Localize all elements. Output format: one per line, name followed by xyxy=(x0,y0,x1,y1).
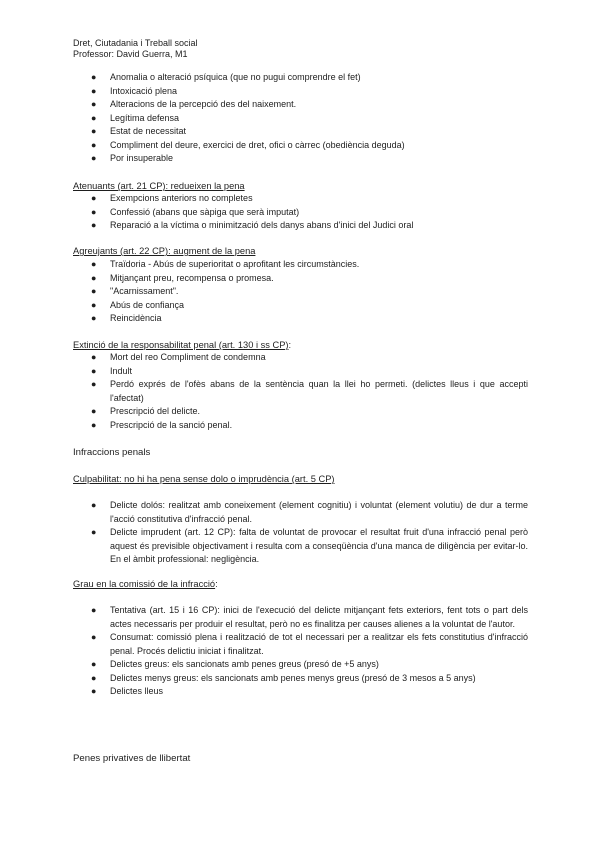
bullet-icon: ● xyxy=(91,99,97,109)
list-item: ● Intoxicació plena xyxy=(0,85,600,99)
bullet-icon: ● xyxy=(91,126,97,136)
list-item: ● Delictes lleus xyxy=(0,685,600,699)
list-item: ● Alteracions de la percepció des del naixement. xyxy=(0,98,600,112)
bullet-icon: ● xyxy=(91,672,97,683)
bullet-icon: ● xyxy=(91,313,97,323)
agreujants-heading: Agreujants (art. 22 CP): augment de la pena xyxy=(73,246,256,256)
list-item: ● Estat de necessitat xyxy=(0,125,600,139)
list-item: ● Prescripció de la sanció penal. xyxy=(0,419,600,433)
atenuants-list xyxy=(0,192,600,233)
bullet-icon: ● xyxy=(91,527,97,537)
bullet-icon: ● xyxy=(91,500,97,510)
list-item: ● Abús de confiança xyxy=(0,299,600,313)
bullet-icon: ● xyxy=(91,365,97,376)
infraccions-heading: Infraccions penals xyxy=(73,447,151,458)
bullet-icon: ● xyxy=(91,659,97,669)
course-title: Dret, Ciutadania i Treball social xyxy=(73,38,198,48)
bullet-icon: ● xyxy=(91,72,97,82)
list-item: ● Indult xyxy=(0,365,600,379)
grau-list xyxy=(0,604,600,699)
bullet-icon: ● xyxy=(91,139,97,150)
list-item: ● Prescripció del delicte. xyxy=(0,405,600,419)
bullet-icon: ● xyxy=(91,206,97,217)
bullet-icon: ● xyxy=(91,193,97,203)
list-item: ● Mort del reo Compliment de condemna xyxy=(0,351,600,365)
bullet-icon: ● xyxy=(91,272,97,283)
list-item: ● Compliment del deure, exercici de dret, ofici o càrrec (obediència deguda) xyxy=(0,139,600,153)
bullet-icon: ● xyxy=(91,632,97,642)
list-item: ● Anomalia o alteració psíquica (que no pugui comprendre el fet) xyxy=(0,71,600,85)
culpabilitat-heading: Culpabilitat: no hi ha pena sense dolo o imprudència (art. 5 CP) xyxy=(73,474,335,484)
bullet-icon: ● xyxy=(91,419,97,430)
extincio-heading: Extinció de la responsabilitat penal (art. 130 i ss CP): xyxy=(73,340,292,350)
list-item: ● Confessió (abans que sàpiga que serà imputat) xyxy=(0,206,600,220)
bullet-icon: ● xyxy=(91,259,97,269)
bullet-icon: ● xyxy=(91,352,97,362)
list-item: ● Perdó exprés de l'ofès abans de la sentència quan la llei ho permeti. (delictes lleus i que accepti l'afectat) xyxy=(91,379,528,403)
penes-heading: Penes privatives de llibertat xyxy=(73,753,191,764)
bullet-icon: ● xyxy=(91,220,97,230)
eximents-list xyxy=(0,71,600,166)
grau-heading: Grau en la comissió de la infracció: xyxy=(73,579,218,589)
list-item: ● Reincidència xyxy=(0,312,600,326)
extincio-list xyxy=(0,351,600,432)
bullet-icon: ● xyxy=(91,299,97,310)
bullet-icon: ● xyxy=(91,686,97,696)
list-item: ● "Acarnissament". xyxy=(0,285,600,299)
list-item: ● Traïdoria - Abús de superioritat o aprofitant les circumstàncies. xyxy=(0,258,600,272)
list-item: ● Exempcions anteriors no completes xyxy=(0,192,600,206)
professor-line: Professor: David Guerra, M1 xyxy=(73,49,188,59)
list-item: ● Mitjançant preu, recompensa o promesa. xyxy=(0,272,600,286)
bullet-icon: ● xyxy=(91,286,97,296)
bullet-icon: ● xyxy=(91,406,97,416)
list-item: ● Delicte imprudent (art. 12 CP): falta de voluntat de provocar el resultat fruit d'una infracció penal però aquest és previsible objectivament i resulta com a conseqüència d'una manca de diligència per evitar-lo. En el àmbit professional: negligència. xyxy=(91,527,528,564)
list-item: ● Por insuperable xyxy=(0,152,600,166)
bullet-icon: ● xyxy=(91,605,97,615)
bullet-icon: ● xyxy=(91,85,97,96)
bullet-icon: ● xyxy=(91,153,97,163)
list-item: ● Delictes menys greus: els sancionats amb penes menys greus (presó de 3 mesos a 5 anys) xyxy=(0,672,600,686)
list-item: ● Delictes greus: els sancionats amb penes greus (presó de +5 anys) xyxy=(0,658,600,672)
culpabilitat-list xyxy=(0,499,600,567)
list-item: ● Tentativa (art. 15 i 16 CP): inici de l'execució del delicte mitjançant fets exteriors, fent tots o part dels actes necessaris per produir el resultat, però no es finalitza per causes alienes a la voluntat de l'autor. xyxy=(91,605,528,629)
atenuants-heading: Atenuants (art. 21 CP): redueixen la pena xyxy=(73,181,245,191)
list-item: ● Consumat: comissió plena i realització de tot el necessari per a realitzar els fets constitutius d'infracció penal. Procés delictiu iniciat i finalitzat. xyxy=(91,632,528,656)
bullet-icon: ● xyxy=(91,112,97,123)
bullet-icon: ● xyxy=(91,379,97,389)
agreujants-list xyxy=(0,258,600,326)
list-item: ● Reparació a la víctima o minimització dels danys abans d'inici del Judici oral xyxy=(0,219,600,233)
list-item: ● Legítima defensa xyxy=(0,112,600,126)
list-item: ● Delicte dolós: realitzat amb coneixement (element cognitiu) i voluntat (element volutiu) de dur a terme l'acció constitutiva d'infracció penal. xyxy=(91,500,528,524)
